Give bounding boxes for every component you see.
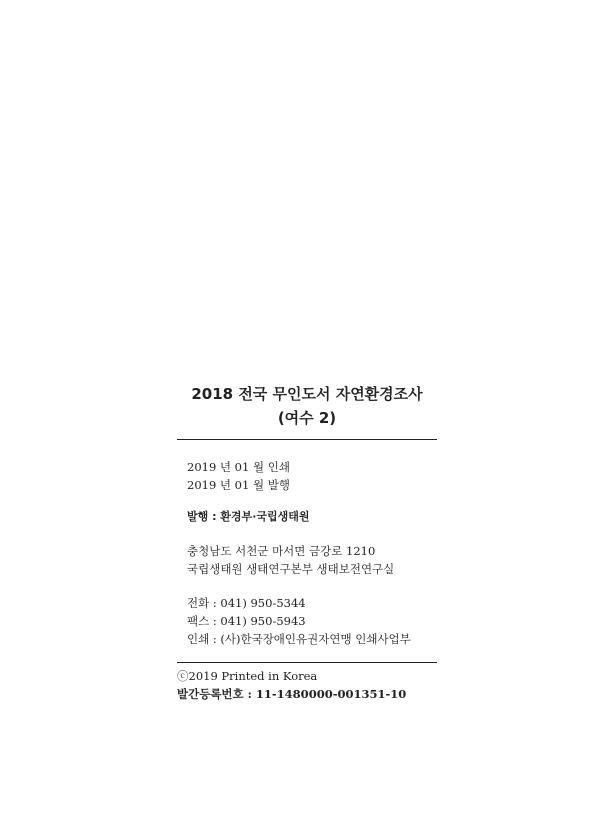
address-line-2: 국립생태원 생태연구본부 생태보전연구실 [187,562,395,576]
contact-block [177,594,437,648]
printer: 인쇄 : (사)한국장애인유권자연맹 인쇄사업부 [187,632,411,646]
publisher: 발행 : 환경부·국립생태원 [187,510,310,523]
bottom-rule [177,662,437,663]
registration-number: 발간등록번호 : 11-1480000-001351-10 [177,687,407,701]
address-block [177,542,437,578]
address-line-1: 충청남도 서천군 마서면 금강로 1210 [187,544,376,558]
colophon [177,383,437,703]
publish-date: 2019 년 01 월 발행 [187,478,290,492]
book-subtitle: (여수 2) [277,409,337,427]
print-date: 2019 년 01 월 인쇄 [187,460,290,474]
top-rule [177,439,437,440]
footer [177,667,437,703]
phone: 전화 : 041) 950-5344 [187,596,306,610]
dates-block [177,458,437,494]
book-title: 2018 전국 무인도서 자연환경조사 [191,385,423,403]
publisher-block [177,508,437,526]
copyright: ⓒ2019 Printed in Korea [177,669,318,683]
fax: 팩스 : 041) 950-5943 [187,614,306,628]
